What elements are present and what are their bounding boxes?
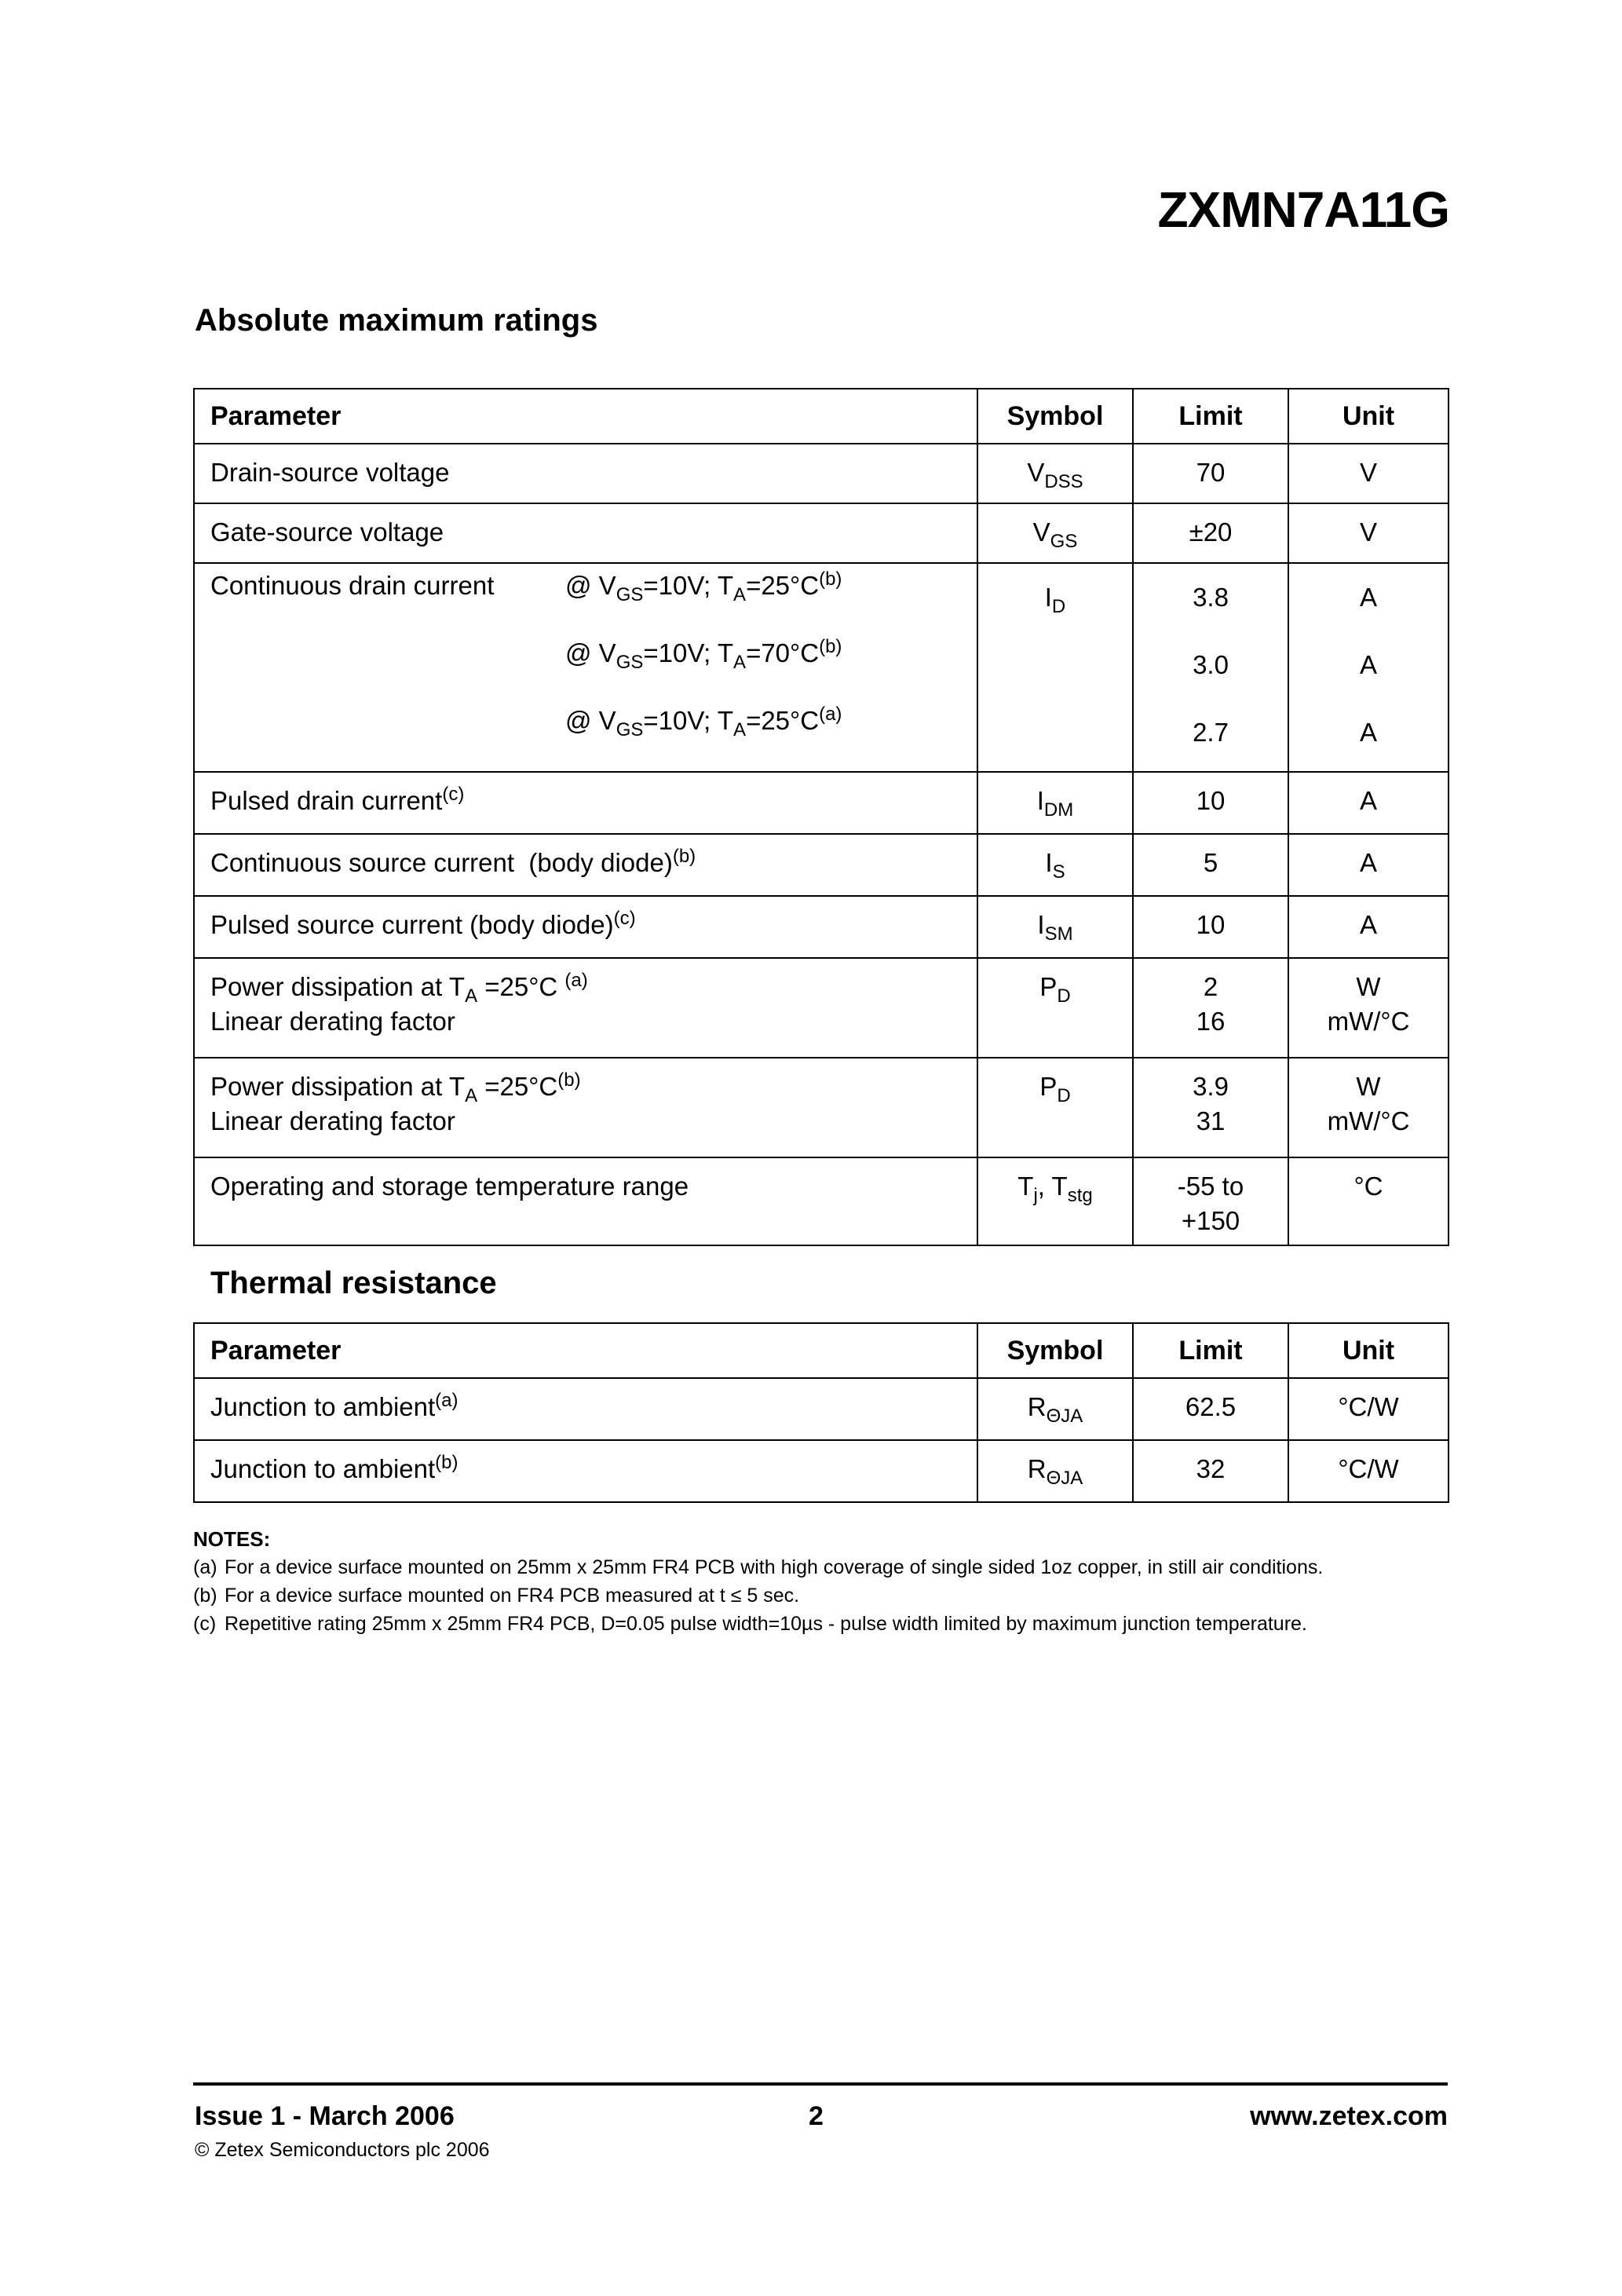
table-row <box>194 1378 1448 1440</box>
param-text: Power dissipation at T <box>210 1072 466 1101</box>
table-row <box>194 772 1448 834</box>
thermal-resistance-title: Thermal resistance <box>210 1266 497 1300</box>
param-text: Pulsed source current (body diode) <box>210 910 614 939</box>
condition-line <box>210 569 977 636</box>
col-header-parameter: Parameter <box>194 1323 977 1378</box>
limit-cell: 3.8 3.0 2.7 <box>1133 563 1288 772</box>
limit-cell: ±20 <box>1133 503 1288 563</box>
col-header-limit: Limit <box>1133 1323 1288 1378</box>
limit-cell: 62.5 <box>1133 1378 1288 1440</box>
col-header-unit: Unit <box>1288 1323 1448 1378</box>
param-cell <box>194 896 977 958</box>
unit-cell: V <box>1288 503 1448 563</box>
symbol-subscript: GS <box>1050 531 1078 552</box>
symbol-cell: $R_{\Theta JA}$ <box>977 1378 1133 1440</box>
limit-cell: 70 <box>1133 444 1288 503</box>
copyright-notice: © Zetex Semiconductors plc 2006 <box>195 2139 490 2161</box>
table-row <box>194 834 1448 896</box>
note-text: Repetitive rating 25mm x 25mm FR4 PCB, D=0.05 pulse width=10µs - pulse width limited by maximum junction temperature. <box>225 1613 1307 1635</box>
param-text: Pulsed drain current <box>210 786 443 815</box>
limit-cell: 10 <box>1133 896 1288 958</box>
param-line2: Linear derating factor <box>210 1007 455 1036</box>
param-text: Continuous source current (body diode) <box>210 848 673 877</box>
symbol-subscript: DSS <box>1044 471 1083 492</box>
unit-cell: A <box>1288 896 1448 958</box>
limit-cell: 3.9 31 <box>1133 1058 1288 1157</box>
symbol-text: V <box>1027 458 1045 487</box>
param-text: Junction to ambient <box>210 1454 436 1483</box>
condition-line <box>210 704 977 771</box>
condition-text: @ $V_{GS}=10V$; $T_A=25^\circ C^{(b)}$ <box>565 569 842 605</box>
symbol-cell: $P_D$ <box>977 1058 1133 1157</box>
footnote-ref: (c) <box>442 784 465 805</box>
unit-cell: °C <box>1288 1157 1448 1245</box>
symbol-cell: $R_{\Theta JA}$ <box>977 1440 1133 1502</box>
param-cell <box>194 772 977 834</box>
note-text: For a device surface mounted on 25mm x 25mm FR4 PCB with high coverage of single sided 1oz copper, in still air conditions. <box>225 1556 1324 1578</box>
unit-cell: V <box>1288 444 1448 503</box>
unit-cell: A <box>1288 834 1448 896</box>
condition-text: @ $V_{GS}=10V$; $T_A=25^\circ C^{(a)}$ <box>565 704 842 740</box>
part-number: ZXMN7A11G <box>1157 181 1449 238</box>
col-header-symbol: Symbol <box>977 1323 1133 1378</box>
limit-cell: 5 <box>1133 834 1288 896</box>
param-cell: Power dissipation at $T_A =25^\circ C^{(b)}$ Linear derating factor <box>194 1058 977 1157</box>
note-text: For a device surface mounted on FR4 PCB measured at t ≤ 5 sec. <box>225 1585 800 1607</box>
unit-cell: A <box>1288 772 1448 834</box>
symbol-cell: $P_D$ <box>977 958 1133 1058</box>
table-row <box>194 1440 1448 1502</box>
param-cell <box>194 563 977 772</box>
note-marker: (b) <box>193 1585 217 1607</box>
limit-cell: -55 to +150 <box>1133 1157 1288 1245</box>
limit-cell: 2 16 <box>1133 958 1288 1058</box>
param-text: Operating and storage temperature range <box>210 1172 689 1201</box>
footnote-ref: (c) <box>613 908 636 929</box>
symbol-cell: $T_j$, $T_{stg}$ <box>977 1157 1133 1245</box>
unit-cell: W mW/°C <box>1288 958 1448 1058</box>
table-header-row <box>194 1323 1448 1378</box>
param-text: Junction to ambient <box>210 1392 436 1421</box>
note-marker: (a) <box>193 1556 217 1578</box>
param-text: Continuous drain current <box>210 571 495 600</box>
issue-date: Issue 1 - March 2006 <box>195 2101 455 2131</box>
param-cell <box>194 1157 977 1245</box>
thermal-resistance-table <box>193 1322 1449 1503</box>
unit-cell: °C/W <box>1288 1378 1448 1440</box>
param-text: Power dissipation at T <box>210 972 466 1001</box>
notes-heading: NOTES: <box>193 1527 271 1551</box>
param-text: Drain-source voltage <box>210 458 450 487</box>
param-cell <box>194 503 977 563</box>
table-row <box>194 958 1448 1058</box>
param-cell: Power dissipation at $T_A =25^\circ C$ $^{(a)}$ Linear derating factor <box>194 958 977 1058</box>
website-link[interactable]: www.zetex.com <box>1250 2101 1448 2131</box>
footer-divider <box>193 2082 1448 2086</box>
symbol-cell: $I_{SM}$ <box>977 896 1133 958</box>
table-row <box>194 563 1448 772</box>
table-row <box>194 1058 1448 1157</box>
note-item <box>193 1553 1448 1581</box>
unit-cell: °C/W <box>1288 1440 1448 1502</box>
param-text: Gate-source voltage <box>210 517 444 547</box>
unit-cell: W mW/°C <box>1288 1058 1448 1157</box>
note-item <box>193 1610 1448 1638</box>
absolute-max-ratings-title: Absolute maximum ratings <box>195 303 598 338</box>
limit-cell: 32 <box>1133 1440 1288 1502</box>
col-header-parameter: Parameter <box>194 389 977 444</box>
col-header-symbol: Symbol <box>977 389 1133 444</box>
notes-section <box>193 1525 1448 1638</box>
table-header-row <box>194 389 1448 444</box>
condition-line <box>210 636 977 704</box>
symbol-text: V <box>1032 517 1050 547</box>
note-item <box>193 1581 1448 1610</box>
symbol-cell: $I_D$ <box>977 563 1133 772</box>
table-row <box>194 444 1448 503</box>
param-cell: Junction to ambient$^{(b)}$ <box>194 1440 977 1502</box>
table-row <box>194 1157 1448 1245</box>
symbol-cell <box>977 503 1133 563</box>
table-row <box>194 503 1448 563</box>
symbol-cell: $I_{DM}$ <box>977 772 1133 834</box>
symbol-cell <box>977 444 1133 503</box>
param-line2: Linear derating factor <box>210 1106 455 1135</box>
col-header-unit: Unit <box>1288 389 1448 444</box>
param-cell <box>194 444 977 503</box>
unit-cell: A A A <box>1288 563 1448 772</box>
param-cell <box>194 834 977 896</box>
absolute-max-ratings-table <box>193 388 1449 1246</box>
table-row <box>194 896 1448 958</box>
col-header-limit: Limit <box>1133 389 1288 444</box>
footnote-ref: (b) <box>672 846 696 867</box>
condition-text: @ $V_{GS}=10V$; $T_A=70^\circ C^{(b)}$ <box>565 636 842 673</box>
param-cell: Junction to ambient$^{(a)}$ <box>194 1378 977 1440</box>
symbol-cell: $I_S$ <box>977 834 1133 896</box>
note-marker: (c) <box>193 1613 217 1635</box>
page-number: 2 <box>809 2101 824 2131</box>
limit-cell: 10 <box>1133 772 1288 834</box>
